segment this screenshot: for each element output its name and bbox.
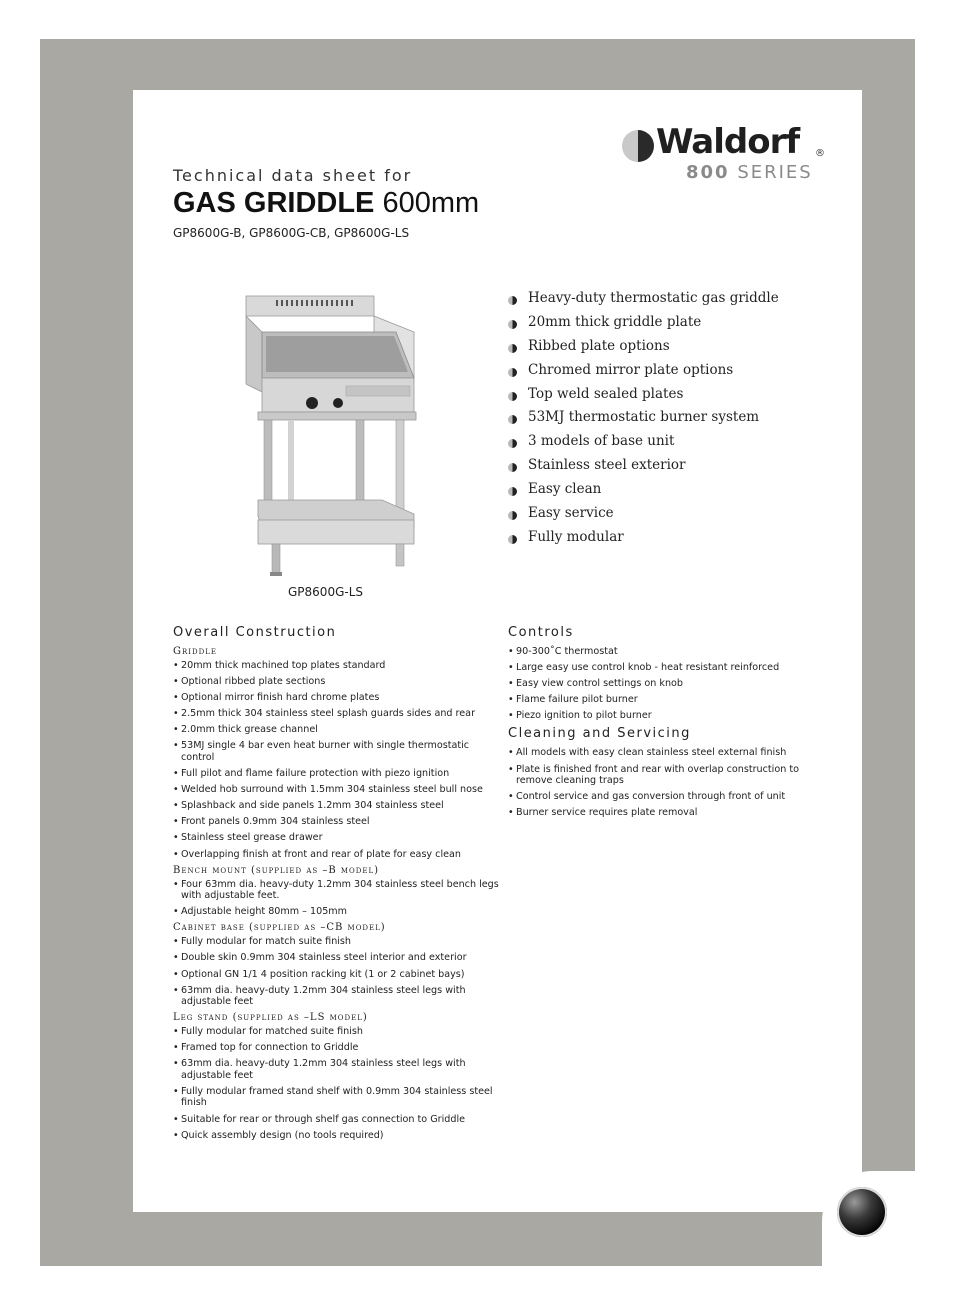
list-item: • Piezo ignition to pilot burner <box>508 710 828 722</box>
bullet-icon <box>508 511 517 520</box>
list-item: • Suitable for rear or through shelf gas connection to Griddle <box>173 1114 503 1126</box>
series-number: 800 <box>686 162 730 183</box>
sphere-icon <box>837 1187 887 1237</box>
logo-series <box>686 162 813 183</box>
feature-item: Heavy-duty thermostatic gas griddle <box>508 290 779 314</box>
bullet-icon <box>508 439 517 448</box>
cleaning-list <box>508 747 828 818</box>
list-item: • Fully modular for match suite finish <box>173 936 503 948</box>
controls-section <box>508 625 828 823</box>
bullet-icon <box>508 535 517 544</box>
cabinet-base-subheading: Cabinet base (supplied as –CB model) <box>173 922 386 934</box>
list-item: • Burner service requires plate removal <box>508 807 828 819</box>
bullet-icon <box>508 392 517 401</box>
griddle-subheading: Griddle <box>173 646 218 657</box>
construction-heading: Overall Construction <box>173 625 337 640</box>
list-item: • All models with easy clean stainless steel external finish <box>508 747 828 759</box>
feature-item: Fully modular <box>508 529 779 553</box>
list-item: • Splashback and side panels 1.2mm 304 stainless steel <box>173 800 503 812</box>
feature-item: Easy clean <box>508 481 779 505</box>
griddle-list <box>173 660 503 860</box>
bullet-icon <box>508 463 517 472</box>
feature-item: Ribbed plate options <box>508 338 779 362</box>
logo-word: Waldorf <box>656 122 800 162</box>
waldorf-logo <box>622 122 832 184</box>
controls-list <box>508 646 828 722</box>
title-bold: GAS GRIDDLE <box>173 187 375 219</box>
construction-section <box>173 625 503 1146</box>
list-item: • Double skin 0.9mm 304 stainless steel interior and exterior <box>173 952 503 964</box>
bullet-icon <box>508 320 517 329</box>
feature-item: Stainless steel exterior <box>508 457 779 481</box>
feature-item: 3 models of base unit <box>508 433 779 457</box>
series-word: SERIES <box>737 162 813 183</box>
list-item: • Overlapping finish at front and rear of plate for easy clean <box>173 849 503 861</box>
page-title <box>173 187 479 220</box>
list-item: • Large easy use control knob - heat resistant reinforced <box>508 662 828 674</box>
list-item: • 63mm dia. heavy-duty 1.2mm 304 stainless steel legs with adjustable feet <box>173 985 503 1008</box>
list-item: • Plate is finished front and rear with overlap construction to remove cleaning traps <box>508 764 828 787</box>
feature-item: Top weld sealed plates <box>508 386 779 410</box>
list-item: • Full pilot and flame failure protection with piezo ignition <box>173 768 503 780</box>
title-size: 600mm <box>374 187 480 219</box>
sheet-kicker: Technical data sheet for <box>173 166 413 185</box>
list-item: • 2.0mm thick grease channel <box>173 724 503 736</box>
feature-item: Chromed mirror plate options <box>508 362 779 386</box>
controls-heading: Controls <box>508 625 574 640</box>
product-caption: GP8600G-LS <box>288 585 364 599</box>
list-item: • Quick assembly design (no tools required) <box>173 1130 503 1142</box>
feature-item: Easy service <box>508 505 779 529</box>
list-item: • Fully modular for matched suite finish <box>173 1026 503 1038</box>
feature-item: 53MJ thermostatic burner system <box>508 409 779 433</box>
list-item: • Front panels 0.9mm 304 stainless steel <box>173 816 503 828</box>
list-item: • 63mm dia. heavy-duty 1.2mm 304 stainless steel legs with adjustable feet <box>173 1058 503 1081</box>
cleaning-heading: Cleaning and Servicing <box>508 726 691 742</box>
logo-mark-icon <box>622 130 654 162</box>
list-item: • 2.5mm thick 304 stainless steel splash guards sides and rear <box>173 708 503 720</box>
feature-list <box>508 290 779 553</box>
list-item: • Flame failure pilot burner <box>508 694 828 706</box>
cabinet-base-list <box>173 936 503 1007</box>
list-item: • Optional GN 1/1 4 position racking kit (1 or 2 cabinet bays) <box>173 969 503 981</box>
list-item: • Welded hob surround with 1.5mm 304 stainless steel bull nose <box>173 784 503 796</box>
bench-mount-subheading: Bench mount (supplied as –B model) <box>173 864 380 876</box>
list-item: • Four 63mm dia. heavy-duty 1.2mm 304 stainless steel bench legs with adjustable feet. <box>173 879 503 902</box>
list-item: • Optional ribbed plate sections <box>173 676 503 688</box>
list-item: • 53MJ single 4 bar even heat burner with single thermostatic control <box>173 740 503 763</box>
griddle-product-image <box>236 292 418 582</box>
list-item: • Easy view control settings on knob <box>508 678 828 690</box>
bench-mount-list <box>173 879 503 918</box>
list-item: • Optional mirror finish hard chrome plates <box>173 692 503 704</box>
bullet-icon <box>508 415 517 424</box>
list-item: • Adjustable height 80mm – 105mm <box>173 906 503 918</box>
list-item: • 90-300˚C thermostat <box>508 646 828 658</box>
list-item: • Stainless steel grease drawer <box>173 832 503 844</box>
leg-stand-subheading: Leg stand (supplied as –LS model) <box>173 1012 368 1024</box>
bullet-icon <box>508 487 517 496</box>
feature-item: 20mm thick griddle plate <box>508 314 779 338</box>
bullet-icon <box>508 368 517 377</box>
leg-stand-list <box>173 1026 503 1141</box>
corner-tab <box>822 1171 915 1266</box>
bullet-icon <box>508 296 517 305</box>
list-item: • Framed top for connection to Griddle <box>173 1042 503 1054</box>
registered-mark: ® <box>815 148 825 159</box>
list-item: • 20mm thick machined top plates standard <box>173 660 503 672</box>
model-numbers: GP8600G-B, GP8600G-CB, GP8600G-LS <box>173 226 410 240</box>
list-item: • Control service and gas conversion through front of unit <box>508 791 828 803</box>
bullet-icon <box>508 344 517 353</box>
list-item: • Fully modular framed stand shelf with 0.9mm 304 stainless steel finish <box>173 1086 503 1109</box>
